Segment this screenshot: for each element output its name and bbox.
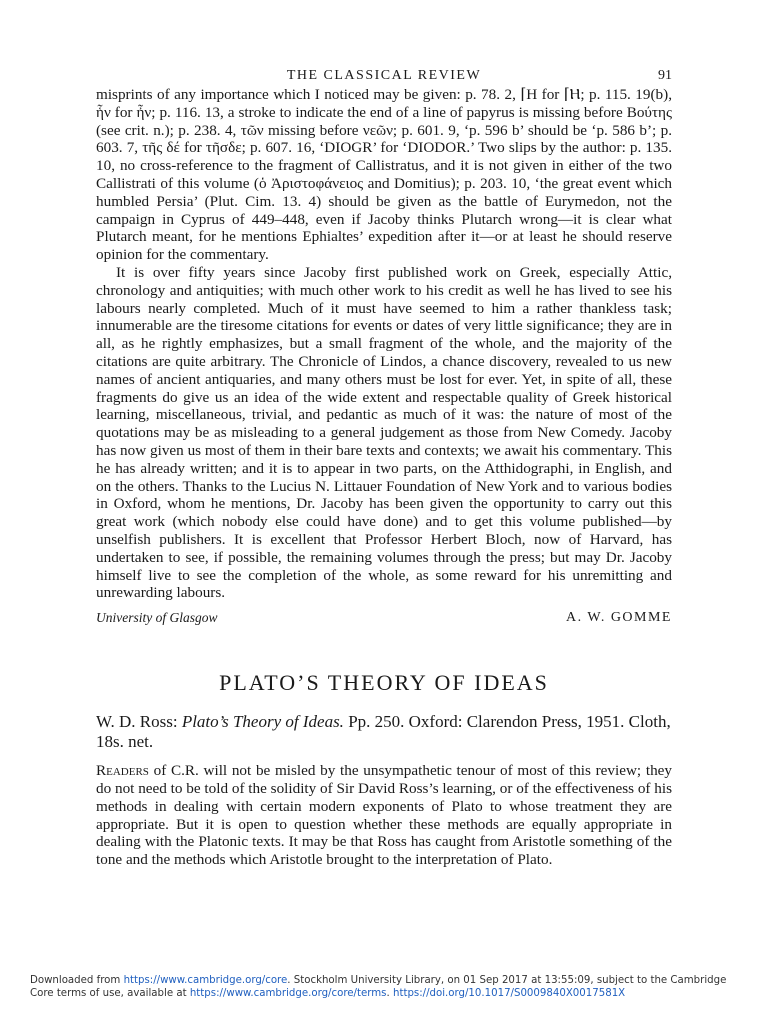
review-gomme [96, 86, 672, 602]
author-affiliation: University of Glasgow [96, 610, 218, 626]
cambridge-core-link[interactable]: https://www.cambridge.org/core [123, 975, 288, 986]
footer-line-1: Downloaded from https://www.cambridge.org/core. Stockholm University Library, on 01 Sep 2017 at 13:55:09, subject to the Cambridge [30, 975, 727, 986]
article-heading: PLATO’S THEORY OF IDEAS [219, 670, 549, 696]
paragraph-readers: of C.R. will not be misled by the unsympathetic tenour of most of this review; they do not need to be told of the solidity of Sir David Ross’s learning, or of the effectiveness of his methods in dealing with certain modern exponents of Plato to whose treatment they are appropriate. But it is open to question whether these methods are equally appropriate in dealing with the Platonic texts. It may be that Ross has caught from Aristotle something of the tone and the methods which Aristotle brought to the interpretation of Plato. [96, 762, 672, 869]
doi-link[interactable]: https://doi.org/10.1017/S0009840X0017581X [393, 987, 626, 999]
book-reference [96, 712, 672, 752]
journal-title: THE CLASSICAL REVIEW [286, 68, 482, 83]
book-title: Plato’s Theory of Ideas. [181, 712, 344, 732]
page-number: 91 [658, 68, 672, 83]
review-signature [96, 610, 672, 626]
book-author: W. D. Ross: [96, 712, 178, 732]
lead-word: Readers [96, 762, 149, 780]
running-head [96, 62, 672, 86]
paragraph-jacoby: It is over fifty years since Jacoby first published work on Greek, especially Attic, chronology and antiquities; with much other work to his credit as well he has lived to see his labours nearly completed. Much of it must have seemed to him a rather thankless task; innumerable are the tiresome citations for events or dates of very little significance; they are in all, as he rightly emphasizes, but a small fragment of the whole, and the majority of the citations are quite arbitrary. The Chronicle of Lindos, a chance discovery, revealed to us new names of ancient antiquaries, and many others must be lost for ever. Yet, in spite of all, these fragments do give us an idea of the wide extent and respectable quality of Greek historical learning, miscellaneous, trivial, and pedantic as much of it was: the nature of most of the quotations may be as misleading to a general judgement as those from New Comedy. Jacoby has now given us most of them in their bare texts and contexts; we await his commentary. This he has already written; and it is to appear in two parts, on the Atthidographi, in English, and on the others. Thanks to the Lucius N. Littauer Foundation of New York and to various bodies in Oxford, whom he mentions, Dr. Jacoby has been given the opportunity to carry out this great work (which nobody else could have done) and to get this volume published—by unselfish publishers. It is excellent that Professor Herbert Bloch, now of Harvard, has undertaken to see, if possible, the remaining volumes through the press; but may Dr. Jacoby himself live to see the completion of the whole, as some reward for his unremitting and unrewarding labours. [96, 263, 672, 602]
footer-line-2: Core terms of use, available at https://www.cambridge.org/core/terms. https://doi.org/10.1017/S0009840X0017581X [30, 987, 626, 999]
book-details: Pp. 250. Oxford: Clarendon Press, 1951. Cloth, 18s. net. [96, 712, 671, 752]
download-footer [30, 975, 750, 1000]
review-plato [96, 762, 672, 869]
author-name: A. W. GOMME [566, 610, 672, 626]
document-page [96, 62, 672, 869]
paragraph-misprints: misprints of any importance which I noticed may be given: p. 78. 2, ⌈H for ⌈Ⲏ; p. 115. 19(b), ἧν for ἦν; p. 116. 13, a stroke to indicate the end of a line of papyrus is missing before Βούτης (see crit. n.); p. 238. 4, τῶν missing before νεῶν; p. 601. 9, ‘p. 596 b’ should be ‘p. 586 b’; p. 603. 7, τῆς δέ for τῆσδε; p. 607. 16, ‘DIOGR’ for ‘DIODOR.’ Two slips by the author: p. 135. 10, no cross-reference to the fragment of Callistratus, and it is not given in either of the two Callistrati of this volume (ὁ Ἀριστοφάνειος and Domitius); p. 203. 10, ‘the great event which humbled Persia’ (Plut. Cim. 13. 4) should be given as the battle of Eurymedon, not the campaign in Cyprus of 449–448, even if Jacoby thinks Plutarch wrong—it is clear what Plutarch meant, for he mentions Ephialtes’ expedition after it—or at least he should reserve opinion for the commentary. [96, 86, 672, 264]
terms-link[interactable]: https://www.cambridge.org/core/terms [189, 987, 387, 999]
